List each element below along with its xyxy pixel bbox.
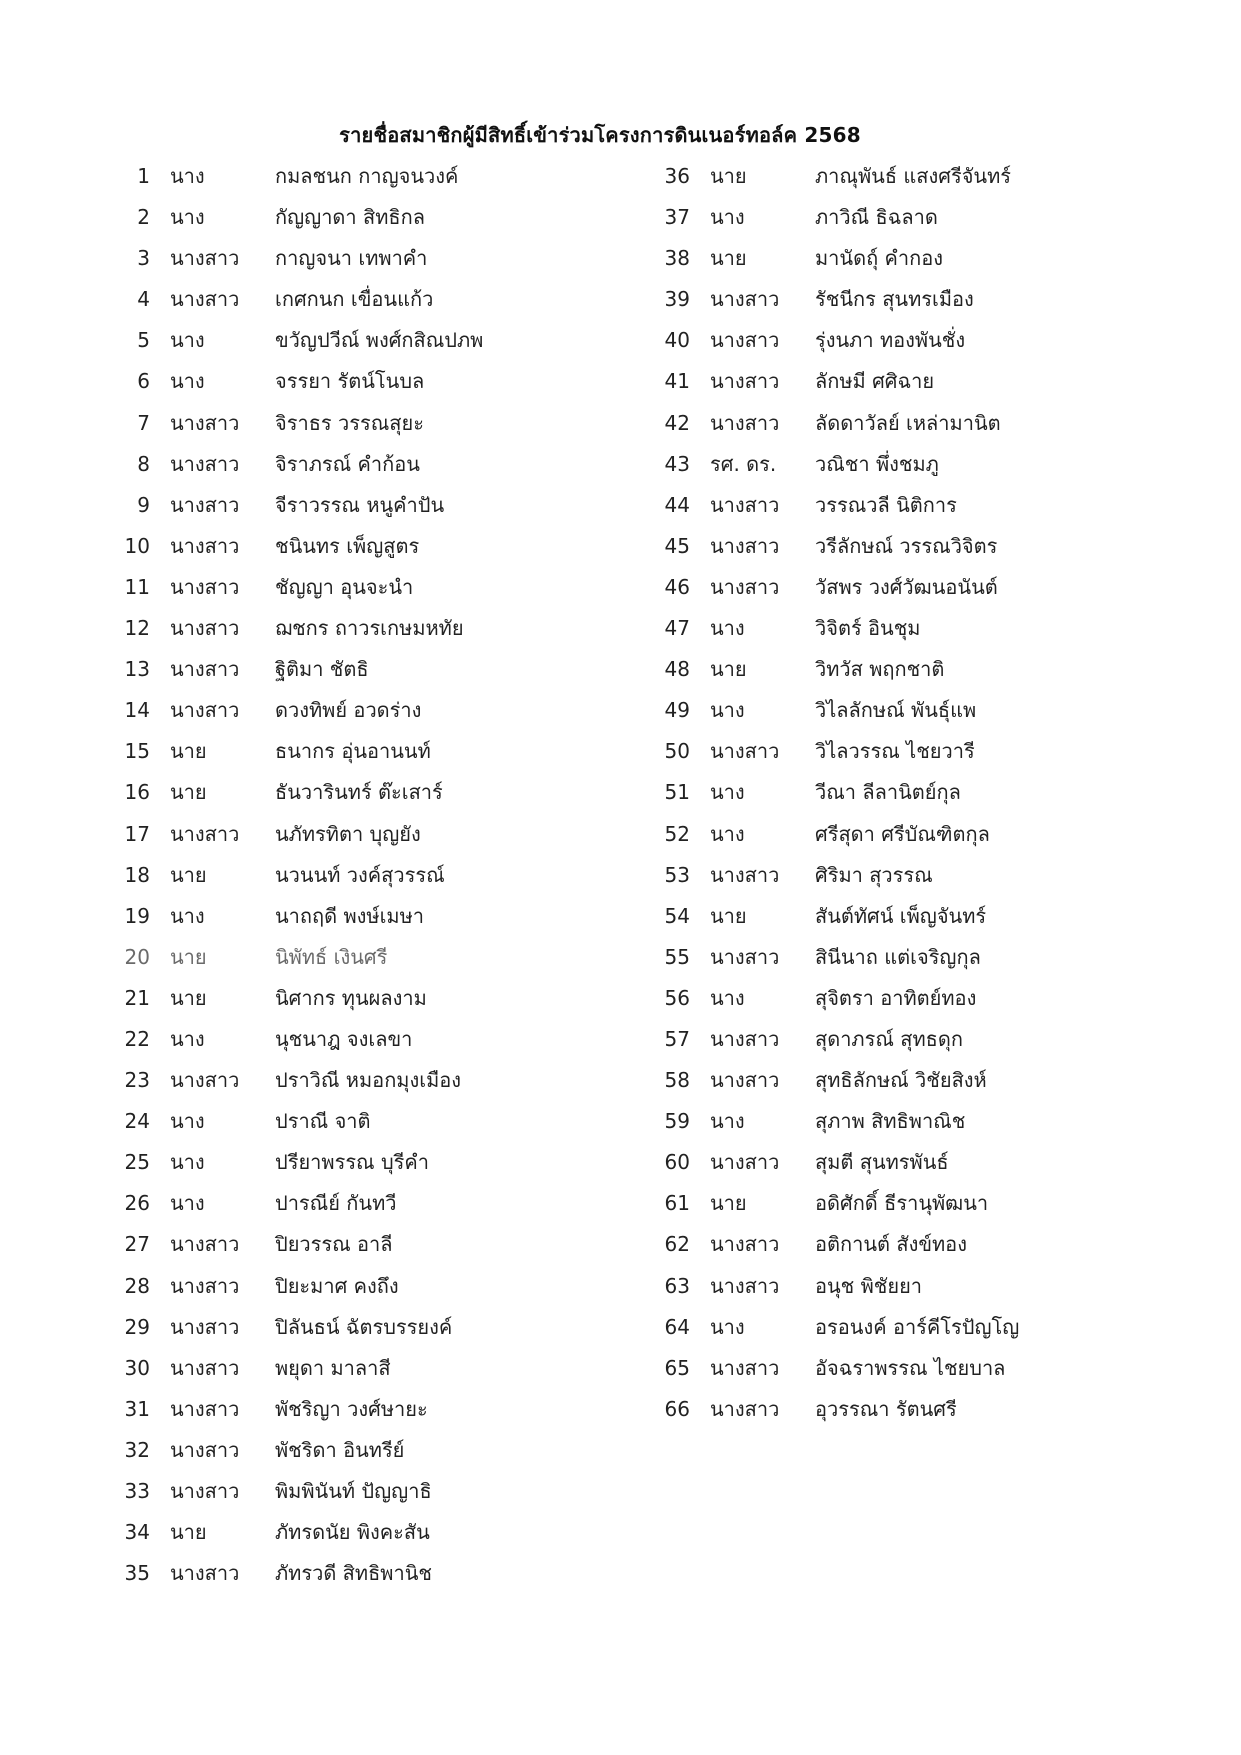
member-name: ลัดดาวัลย์ เหล่ามานิต bbox=[815, 410, 1001, 435]
member-number: 44 bbox=[664, 492, 690, 517]
member-number: 46 bbox=[664, 574, 690, 599]
member-number: 41 bbox=[664, 369, 690, 394]
member-number: 27 bbox=[124, 1232, 150, 1257]
member-name: ภัทรดนัย พิงคะสัน bbox=[275, 1520, 430, 1545]
member-number: 14 bbox=[124, 698, 150, 723]
member-prefix: นางสาว bbox=[710, 328, 780, 353]
member-number: 10 bbox=[124, 533, 150, 558]
member-prefix: นางสาว bbox=[170, 1232, 240, 1257]
member-name: นุชนาฎ จงเลขา bbox=[275, 1026, 413, 1051]
member-name: ดวงทิพย์ อวดร่าง bbox=[275, 698, 422, 723]
member-number: 28 bbox=[124, 1273, 150, 1298]
member-number: 36 bbox=[664, 164, 690, 188]
member-name: กัญญาดา สิทธิกล bbox=[275, 205, 425, 230]
member-number: 4 bbox=[137, 287, 150, 312]
member-name: ศรีสุดา ศรีบัณฑิตกุล bbox=[815, 821, 990, 846]
member-name: นิศากร ทุนผลงาม bbox=[275, 985, 427, 1010]
document-title: รายชื่อสมาชิกผู้มีสิทธิ์เข้าร่วมโครงการดินเนอร์ทอล์ค 2568 bbox=[339, 123, 861, 147]
member-prefix: นาย bbox=[170, 739, 207, 764]
member-name: กมลชนก กาญจนวงค์ bbox=[275, 164, 459, 188]
member-name: ลักษมี ศศิฉาย bbox=[815, 369, 935, 394]
member-name: ปิลันธน์ ฉัตรบรรยงค์ bbox=[275, 1314, 453, 1339]
member-prefix: นางสาว bbox=[710, 739, 780, 764]
member-name: วรรณวลี นิติการ bbox=[815, 492, 957, 517]
member-number: 38 bbox=[664, 246, 690, 271]
member-name: ขวัญปวีณ์ พงศ์กสิณปภพ bbox=[275, 328, 484, 353]
member-number: 59 bbox=[664, 1109, 690, 1134]
member-number: 66 bbox=[664, 1396, 690, 1421]
member-name: ฐิติมา ชัตธิ bbox=[275, 657, 369, 682]
member-prefix: นาย bbox=[170, 985, 207, 1010]
member-number: 30 bbox=[124, 1355, 150, 1380]
member-number: 47 bbox=[664, 616, 690, 641]
member-number: 21 bbox=[124, 985, 150, 1010]
member-number: 33 bbox=[124, 1479, 150, 1503]
member-prefix: นางสาว bbox=[710, 287, 780, 312]
member-number: 63 bbox=[664, 1273, 690, 1298]
member-prefix: นางสาว bbox=[170, 1355, 240, 1380]
member-prefix: นางสาว bbox=[710, 410, 780, 435]
member-number: 24 bbox=[124, 1109, 150, 1134]
member-prefix: นางสาว bbox=[170, 698, 240, 723]
member-name: อติกานต์ สังข์ทอง bbox=[815, 1232, 967, 1257]
member-name: วรีลักษณ์ วรรณวิจิตร bbox=[815, 533, 998, 558]
member-prefix: นาง bbox=[170, 164, 205, 188]
member-number: 12 bbox=[124, 616, 150, 641]
member-prefix: นาง bbox=[170, 1191, 205, 1216]
member-number: 31 bbox=[124, 1396, 150, 1421]
member-name: สุดาภรณ์ สุทธดุก bbox=[815, 1026, 963, 1051]
member-number: 56 bbox=[664, 985, 690, 1010]
member-prefix: นางสาว bbox=[170, 1561, 240, 1586]
member-name: ปิยวรรณ อาลี bbox=[275, 1232, 393, 1257]
member-name: วิไลวรรณ ไชยวารี bbox=[815, 739, 975, 764]
member-prefix: นางสาว bbox=[170, 1314, 240, 1339]
member-name: สุจิตรา อาทิตย์ทอง bbox=[815, 985, 977, 1010]
member-name: นวนนท์ วงค์สุวรรณ์ bbox=[275, 862, 445, 887]
member-name: ปราณี จาติ bbox=[275, 1109, 371, 1134]
member-prefix: นางสาว bbox=[170, 657, 240, 682]
member-number: 16 bbox=[124, 780, 150, 805]
member-name: ปรียาพรรณ บุรีคำ bbox=[275, 1150, 430, 1175]
member-prefix: นางสาว bbox=[710, 1232, 780, 1257]
member-name: นิพัทธ์ เงินศรี bbox=[275, 944, 388, 969]
member-number: 52 bbox=[664, 821, 690, 846]
member-name: อุวรรณา รัตนศรี bbox=[815, 1396, 957, 1421]
member-name: อดิศักดิ์ ธีรานุพัฒนา bbox=[815, 1191, 989, 1216]
member-prefix: นาง bbox=[710, 616, 745, 641]
member-number: 40 bbox=[664, 328, 690, 353]
member-prefix: นางสาว bbox=[170, 1068, 240, 1093]
member-name: พัชริดา อินทรีย์ bbox=[275, 1437, 405, 1462]
member-number: 65 bbox=[664, 1355, 690, 1380]
member-name: จิราธร วรรณสุยะ bbox=[275, 410, 424, 435]
member-number: 15 bbox=[124, 739, 150, 764]
member-prefix: นางสาว bbox=[170, 1479, 240, 1503]
member-prefix: นางสาว bbox=[170, 1437, 240, 1462]
member-number: 48 bbox=[664, 657, 690, 682]
member-prefix: นาง bbox=[710, 698, 745, 723]
member-number: 43 bbox=[664, 451, 690, 476]
member-name: ปารณีย์ กันทวี bbox=[275, 1191, 397, 1216]
member-number: 8 bbox=[137, 451, 150, 476]
member-number: 62 bbox=[664, 1232, 690, 1257]
member-prefix: นาย bbox=[710, 1191, 747, 1216]
member-name: วิจิตร์ อินชุม bbox=[815, 616, 921, 641]
member-prefix: นางสาว bbox=[710, 1068, 780, 1093]
member-number: 61 bbox=[664, 1191, 690, 1216]
member-prefix: นางสาว bbox=[170, 287, 240, 312]
member-name: สุทธิลักษณ์ วิชัยสิงห์ bbox=[815, 1068, 987, 1093]
member-name: ภาวิณี ธิฉลาด bbox=[815, 205, 938, 230]
member-number: 3 bbox=[137, 246, 150, 271]
member-name: สันต์ทัศน์ เพ็ญจันทร์ bbox=[815, 903, 987, 928]
member-name: จีราวรรณ หนูคำปัน bbox=[275, 492, 445, 517]
member-prefix: นาง bbox=[170, 903, 205, 928]
member-prefix: นางสาว bbox=[710, 1026, 780, 1051]
member-prefix: นาง bbox=[170, 1026, 205, 1051]
member-prefix: นาง bbox=[710, 1109, 745, 1134]
member-prefix: นางสาว bbox=[710, 492, 780, 517]
member-prefix: นาง bbox=[170, 1150, 205, 1175]
member-number: 26 bbox=[124, 1191, 150, 1216]
member-prefix: รศ. ดร. bbox=[710, 451, 777, 476]
member-number: 13 bbox=[124, 657, 150, 682]
member-number: 20 bbox=[124, 944, 150, 969]
member-number: 64 bbox=[664, 1314, 690, 1339]
member-number: 55 bbox=[664, 944, 690, 969]
member-number: 18 bbox=[124, 862, 150, 887]
member-name: จรรยา รัตน์โนบล bbox=[275, 369, 425, 394]
member-prefix: นาง bbox=[710, 821, 745, 846]
member-name: ภัทรวดี สิทธิพานิช bbox=[275, 1561, 432, 1586]
member-number: 17 bbox=[124, 821, 150, 846]
member-name: ฌชกร ถาวรเกษมหทัย bbox=[275, 616, 464, 641]
member-number: 1 bbox=[137, 164, 150, 188]
member-number: 42 bbox=[664, 410, 690, 435]
member-number: 51 bbox=[664, 780, 690, 805]
member-prefix: นางสาว bbox=[170, 410, 240, 435]
member-prefix: นางสาว bbox=[170, 574, 240, 599]
member-name: รัชนีกร สุนทรเมือง bbox=[815, 287, 974, 312]
member-prefix: นาย bbox=[710, 164, 747, 188]
member-prefix: นาย bbox=[710, 657, 747, 682]
member-name: ธันวารินทร์ ต๊ะเสาร์ bbox=[275, 780, 443, 805]
member-prefix: นาย bbox=[170, 1520, 207, 1545]
member-name: ธนากร อุ่นอานนท์ bbox=[275, 739, 431, 764]
member-number: 54 bbox=[664, 903, 690, 928]
member-prefix: นาย bbox=[170, 780, 207, 805]
member-prefix: นางสาว bbox=[170, 616, 240, 641]
member-name: รุ่งนภา ทองพันชั่ง bbox=[815, 328, 966, 353]
member-name: ปราวิณี หมอกมุงเมือง bbox=[275, 1068, 462, 1093]
member-name: สุมตี สุนทรพันธ์ bbox=[815, 1150, 949, 1175]
member-prefix: นางสาว bbox=[170, 246, 240, 271]
member-number: 23 bbox=[124, 1068, 150, 1093]
member-name: พยุดา มาลาสี bbox=[275, 1355, 391, 1380]
member-number: 57 bbox=[664, 1026, 690, 1051]
member-prefix: นาง bbox=[710, 780, 745, 805]
member-name: นาถฤดี พงษ์เมษา bbox=[275, 903, 425, 928]
member-prefix: นาง bbox=[170, 1109, 205, 1134]
member-name: ชนินทร เพ็ญสูตร bbox=[275, 533, 420, 558]
member-prefix: นาย bbox=[170, 944, 207, 969]
member-name: กาญจนา เทพาคำ bbox=[275, 246, 428, 271]
member-name: มานัดถุ์ คำกอง bbox=[815, 246, 944, 271]
member-name: จิราภรณ์ คำก้อน bbox=[275, 451, 420, 476]
member-prefix: นางสาว bbox=[170, 533, 240, 558]
member-name: ชัญญา อุนจะนำ bbox=[275, 574, 414, 599]
member-number: 6 bbox=[137, 369, 150, 394]
member-name: อรอนงค์ อาร์คีโรปัญโญ bbox=[815, 1314, 1020, 1339]
member-prefix: นางสาว bbox=[170, 451, 240, 476]
member-prefix: นาง bbox=[170, 205, 205, 230]
member-number: 22 bbox=[124, 1026, 150, 1051]
member-number: 5 bbox=[137, 328, 150, 353]
member-number: 37 bbox=[664, 205, 690, 230]
member-number: 34 bbox=[124, 1520, 150, 1545]
member-prefix: นางสาว bbox=[170, 821, 240, 846]
member-name: พิมพินันท์ ปัญญาธิ bbox=[275, 1479, 432, 1503]
member-number: 39 bbox=[664, 287, 690, 312]
member-name: วิทวัส พฤกชาติ bbox=[815, 657, 945, 682]
member-prefix: นางสาว bbox=[710, 1396, 780, 1421]
member-name: วณิชา พึ่งชมภู bbox=[815, 451, 939, 476]
member-number: 32 bbox=[124, 1437, 150, 1462]
member-name: อัจฉราพรรณ ไชยบาล bbox=[815, 1355, 1006, 1380]
member-name: ศิริมา สุวรรณ bbox=[815, 862, 933, 887]
member-prefix: นางสาว bbox=[710, 862, 780, 887]
member-prefix: นาง bbox=[710, 1314, 745, 1339]
member-prefix: นางสาว bbox=[710, 1355, 780, 1380]
member-name: ภาณุพันธ์ แสงศรีจันทร์ bbox=[815, 164, 1012, 188]
member-name: วัสพร วงศ์วัฒนอนันต์ bbox=[815, 574, 998, 599]
member-number: 2 bbox=[137, 205, 150, 230]
member-number: 50 bbox=[664, 739, 690, 764]
member-number: 53 bbox=[664, 862, 690, 887]
member-number: 45 bbox=[664, 533, 690, 558]
member-prefix: นางสาว bbox=[170, 492, 240, 517]
member-prefix: นาย bbox=[710, 246, 747, 271]
member-prefix: นางสาว bbox=[710, 369, 780, 394]
member-prefix: นางสาว bbox=[710, 944, 780, 969]
member-prefix: นาย bbox=[710, 903, 747, 928]
member-number: 49 bbox=[664, 698, 690, 723]
member-number: 19 bbox=[124, 903, 150, 928]
member-name: สุภาพ สิทธิพาณิช bbox=[815, 1109, 966, 1134]
member-name: วีณา ลีลานิตย์กุล bbox=[815, 780, 961, 805]
member-name: อนุช พิชัยยา bbox=[815, 1273, 923, 1298]
member-prefix: นางสาว bbox=[710, 1150, 780, 1175]
member-name: พัชริญา วงศ์ษายะ bbox=[275, 1396, 428, 1421]
member-prefix: นาง bbox=[710, 985, 745, 1010]
member-number: 60 bbox=[664, 1150, 690, 1175]
member-prefix: นาง bbox=[170, 328, 205, 353]
member-prefix: นาง bbox=[710, 205, 745, 230]
member-prefix: นาง bbox=[170, 369, 205, 394]
member-prefix: นาย bbox=[170, 862, 207, 887]
member-number: 11 bbox=[124, 574, 150, 599]
member-name: วิไลลักษณ์ พันธุ์แพ bbox=[815, 698, 977, 723]
member-prefix: นางสาว bbox=[710, 533, 780, 558]
member-number: 7 bbox=[137, 410, 150, 435]
member-name: สินีนาถ แต่เจริญกุล bbox=[815, 944, 981, 969]
member-number: 25 bbox=[124, 1150, 150, 1175]
member-number: 58 bbox=[664, 1068, 690, 1093]
member-prefix: นางสาว bbox=[170, 1396, 240, 1421]
member-name: เกศกนก เขื่อนแก้ว bbox=[275, 287, 434, 312]
member-number: 9 bbox=[137, 492, 150, 517]
member-name: นภัทรทิตา บุญยัง bbox=[275, 821, 421, 846]
member-prefix: นางสาว bbox=[710, 1273, 780, 1298]
member-name: ปิยะมาศ คงถึง bbox=[275, 1273, 399, 1298]
member-number: 35 bbox=[124, 1561, 150, 1586]
member-prefix: นางสาว bbox=[710, 574, 780, 599]
member-number: 29 bbox=[124, 1314, 150, 1339]
member-prefix: นางสาว bbox=[170, 1273, 240, 1298]
